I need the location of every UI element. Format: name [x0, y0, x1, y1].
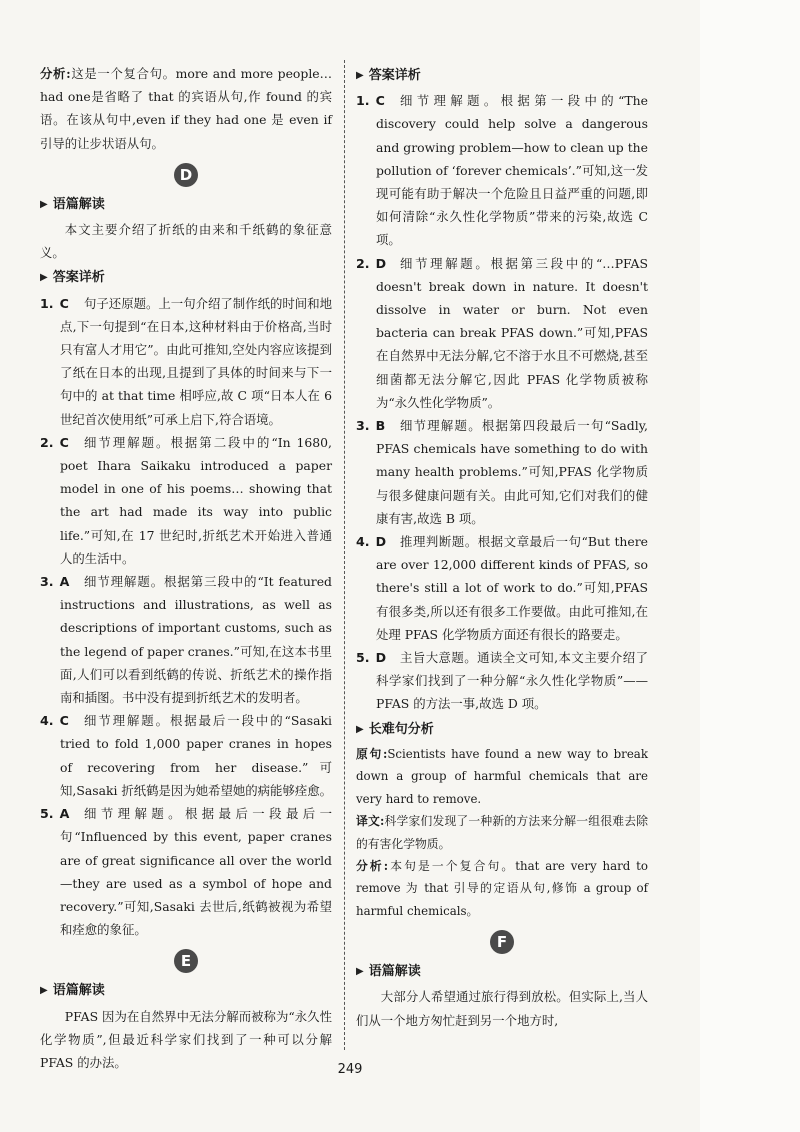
page-number: 249 [337, 1062, 363, 1077]
e-answer-item: 5. D 主旨大意题。通读全文可知,本文主要介绍了科学家们找到了一种分解“永久性化学物质”——PFAS 的方法一事,故选 D 项。 [356, 650, 648, 712]
heading-marker-icon: ▶ [40, 198, 48, 210]
heading-marker-icon: ▶ [356, 966, 364, 978]
d-answer-item: 5. A 细节理解题。根据最后一段最后一句“Influenced by this event, paper cranes are of great significance all over the world—they are used as a symbol of hope and recovery.”可知,Sasaki 去世后,纸鹤被视为希望和痊愈的象征。 [40, 806, 332, 938]
d-answer-item: 3. A 细节理解题。根据第三段中的“It featured instructions and illustrations, as well as descriptions of important customs, such as the legend of paper cranes.”可知,在这本书里面,人们可以看到纸鹤的传说、折纸艺术的操作指南和插图。书中没有提到折纸艺术的发明者。 [40, 574, 332, 706]
d-answer-item: 1. C 句子还原题。上一句介绍了制作纸的时间和地点,下一句提到“在日本,这种材料由于价格高,当时只有富人才用它”。由此可推知,空处内容应该提到了纸在日本的出现,且提到了具体的时间来与下一句中的 at that time 相呼应,故 C 项“日本人在 6 世纪首次使用纸”可承上启下,符合语境。 [40, 295, 332, 427]
e-answers-heading: ▶ 答案详析 [356, 64, 648, 87]
e-answer-item: 2. D 细节理解题。根据第三段中的“…PFAS doesn't break down in nature. It doesn't dissolve in water or burn. Not even bacteria can break PFAS down.”可知,PFAS 在自然界中无法分解,它不溶于水且不可燃烧,甚至细菌都无法分解它,因此 PFAS 化学物质被称为“永久性化学物质”。 [356, 255, 648, 410]
d-answer-item: 2. C 细节理解题。根据第二段中的“In 1680, poet Ihara Saikaku introduced a paper model in one of his poems… showing that the art had made its way into public life.”可知,在 17 世纪时,折纸艺术开始进入普通人的生活中。 [40, 434, 332, 566]
heading-marker-icon: ▶ [356, 723, 364, 735]
heading-marker-icon: ▶ [356, 70, 364, 81]
heading-marker-icon: ▶ [40, 985, 48, 997]
f-reading-heading: ▶ 语篇解读 [356, 960, 648, 983]
e-reading-heading: ▶ 语篇解读 [40, 979, 332, 1002]
e-answer-item: 1. C 细节理解题。根据第一段中的“The discovery could help solve a dangerous and growing problem—how to clean up the pollution of ‘forever chemicals’.”可知,这一发现可能有助于解决一个危险且日益严重的问题,即如何清除“永久性化学物质”带来的污染,故选 C 项。 [356, 93, 648, 248]
left-column [40, 62, 332, 1074]
long-sentence-heading: ▶ 长难句分析 [356, 718, 648, 741]
f-reading-text: 大部分人希望通过旅行得到放松。但实际上,当人们从一个地方匆忙赶到另一个地方时, [356, 989, 648, 1028]
e-reading-text: PFAS 因为在自然界中无法分解而被称为“永久性化学物质”,但最近科学家们找到了一种可以分解 PFAS 的办法。 [40, 1008, 332, 1070]
d-answers-heading: ▶ 答案详析 [40, 266, 332, 289]
section-e-badge: E [40, 949, 332, 973]
d-answer-item: 4. C 细节理解题。根据最后一段中的“Sasaki tried to fold 1,000 paper cranes in hopes of recovering from her disease.”可知,Sasaki 折纸鹤是因为她希望她的病能够痊愈。 [40, 713, 333, 798]
analysis-paragraph [40, 62, 332, 155]
d-reading-heading: ▶ 语篇解读 [40, 193, 332, 216]
e-answer-item: 4. D 推理判断题。根据文章最后一句“But there are over 12,000 different kinds of PFAS, so there's still a lot of work to do.”可知,PFAS 有很多类,所以还有很多工作要做。由此可推知,在处理 PFAS 化学物质方面还有很长的路要走。 [356, 534, 648, 642]
d-reading-text: 本文主要介绍了折纸的由来和千纸鹤的象征意义。 [40, 222, 332, 261]
section-d-badge: D [40, 163, 332, 187]
translation: 译文:科学家们发现了一种新的方法来分解一组很难去除的有害化学物质。 [356, 814, 648, 851]
heading-marker-icon: ▶ [40, 272, 48, 284]
analysis-text: 这是一个复合句。more and more people…had one是省略了 that 的宾语从句,作 found 的宾语。在该从句中,even if they had one 是 even if 引导的让步状语从句。 [40, 66, 333, 151]
sentence-analysis: 分析:本句是一个复合句。that are very hard to remove 为 that 引导的定语从句,修饰 a group of harmful chemicals。 [356, 858, 648, 918]
original-sentence: 原句:Scientists have found a new way to break down a group of harmful chemicals that are very hard to remove. [356, 746, 648, 806]
right-column [356, 62, 648, 1032]
e-answer-item: 3. B 细节理解题。根据第四段最后一句“Sadly, PFAS chemicals have something to do with many health problems.”可知,PFAS 化学物质与很多健康问题有关。由此可知,它们对我们的健康有害,故选 B 项。 [356, 418, 648, 526]
section-f-badge: F [356, 930, 648, 954]
analysis-label: 分析: [40, 66, 71, 81]
column-divider [344, 60, 345, 1050]
